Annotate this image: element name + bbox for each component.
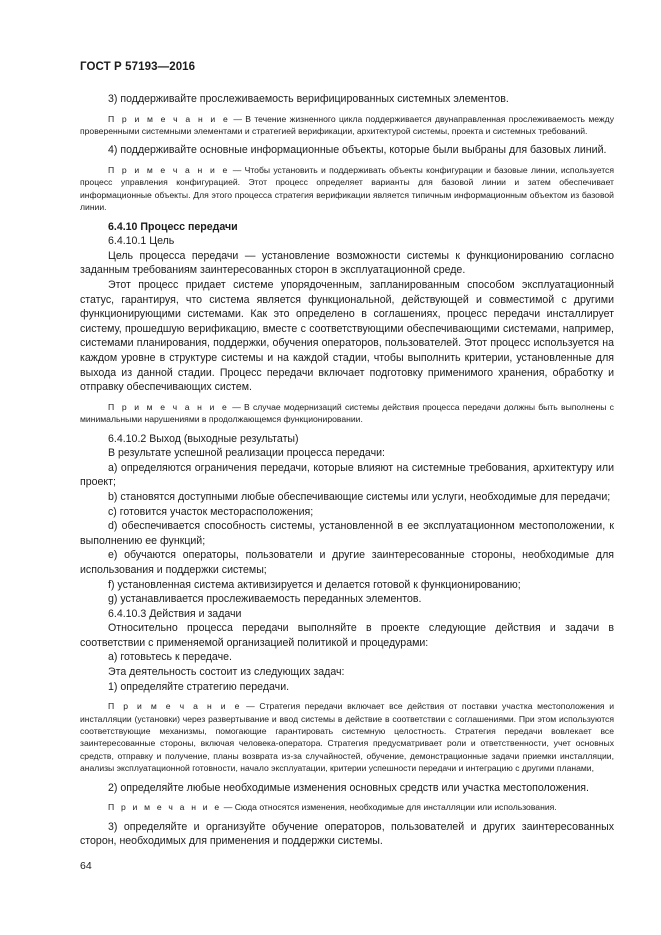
- note-paragraph: [80, 164, 614, 214]
- note-text: — В течение жизненного цикла поддерживается двунаправленная прослеживаемость между проверенными системными элементами и стратегией верификации, архитектурой системы, проекта и системных требований.: [80, 113, 614, 136]
- note-text: — Сюда относятся изменения, необходимые для инсталляции или использования.: [221, 802, 557, 813]
- paragraph: e) обучаются операторы, пользователи и другие заинтересованные стороны, необходимые для использования и поддержки системы;: [80, 549, 614, 576]
- note-label: П р и м е ч а н и е: [108, 701, 242, 712]
- note-text: — Стратегия передачи включает все действия от поставки участка местоположения и инсталляции (установки) через развертывание и ввод системы в действие в соответствии с соглашениями. При этом используются соответствующие механизмы, помогающие гарантировать системную целостность. Стратегия передачи вовлекает все заинтересованные стороны, включая человека-оператора. Стратегия предусматривает роли и ответственности, учет основных средств, отправку и получение, планы возврата из-за случайностей, обучение, демонстрационные задачи приемки инсталляции, анализы эксплуатационной готовности, начало эксплуатации, критерии успешности передачи и интеграцию с другими планами,: [80, 701, 614, 774]
- paragraph: c) готовится участок месторасположения;: [108, 505, 314, 518]
- paragraph: Этот процесс придает системе упорядоченным, запланированным способом эксплуатационный статус, гарантируя, что система является функциональной, действующей и совместимой с другими функционирующими системами. Как это определено в соглашениях, процесс передачи инсталлирует систему, прошедшую верификацию, вместе с соответствующими обеспечивающими системами, например, системами планирования, поддержки, обучения операторов, пользователей. Этот процесс используется на каждом уровне в структуре системы и на каждой стадии, чтобы выполнить критерии, установленные для выхода из данной стадии. Процесс передачи включает подготовку применимого хранения, обработку и отправку обеспечивающих систем.: [80, 279, 614, 394]
- page-number: 64: [80, 860, 92, 872]
- note-paragraph: [80, 401, 614, 426]
- paragraph: 1) определяйте стратегию передачи.: [108, 680, 290, 693]
- note-label: П р и м е ч а н и е: [108, 113, 230, 124]
- note-label: П р и м е ч а н и е: [108, 802, 222, 813]
- paragraph: d) обеспечивается способность системы, установленной в ее эксплуатационном местоположении, к выполнению ее функций;: [80, 520, 614, 547]
- section-heading: 6.4.10 Процесс передачи: [108, 220, 238, 233]
- paragraph: В результате успешной реализации процесса передачи:: [108, 447, 385, 460]
- note-paragraph: [80, 700, 614, 774]
- document-header: ГОСТ Р 57193—2016: [80, 61, 196, 73]
- note-label: П р и м е ч а н и е: [108, 401, 229, 412]
- paragraph: a) определяются ограничения передачи, которые влияют на системные требования, архитектуру или проект;: [80, 461, 614, 489]
- paragraph: 4) поддерживайте основные информационные объекты, которые были выбраны для базовых линий.: [108, 144, 607, 157]
- note-paragraph: [80, 113, 614, 138]
- paragraph: a) готовьтесь к передаче.: [108, 651, 232, 664]
- note-text: — Чтобы установить и поддерживать объекты конфигурации и базовые линии, используется процесс управления конфигурацией. Этот процесс определяет варианты для базовой линии и затем обеспечивает информационные объекты. Для этого процесса стратегия верификации является типичным информационным объектом из базовой линии.: [80, 165, 614, 213]
- paragraph: 6.4.10.1 Цель: [108, 235, 175, 248]
- note-label: П р и м е ч а н и е: [108, 165, 230, 175]
- document-body: [80, 92, 614, 849]
- paragraph: Цель процесса передачи — установление возможности системы к функционированию согласно заданным требованиям заинтересованных сторон в эксплуатационной среде.: [80, 249, 614, 277]
- paragraph: 3) поддерживайте прослеживаемость верифицированных системных элементов.: [108, 93, 509, 105]
- paragraph: f) установленная система активизируется и делается готовой к функционированию;: [108, 578, 521, 591]
- paragraph: g) устанавливается прослеживаемость переданных элементов.: [108, 593, 422, 606]
- paragraph: 6.4.10.3 Действия и задачи: [108, 607, 242, 620]
- paragraph: 6.4.10.2 Выход (выходные результаты): [108, 432, 299, 445]
- paragraph: Эта деятельность состоит из следующих задач:: [108, 666, 345, 679]
- paragraph: b) становятся доступными любые обеспечивающие системы или услуги, необходимые для передачи;: [108, 490, 611, 503]
- paragraph: 3) определяйте и организуйте обучение операторов, пользователей и других заинтересованных сторон, необходимых для применения и поддержки системы.: [80, 820, 614, 848]
- note-paragraph: [80, 801, 614, 813]
- paragraph: 2) определяйте любые необходимые изменения основных средств или участка местоположения.: [108, 781, 589, 794]
- paragraph: Относительно процесса передачи выполняйте в проекте следующие действия и задачи в соответствии с применяемой организацией политикой и процедурами:: [80, 622, 614, 649]
- note-text: — В случае модернизаций системы действия процесса передачи должны быть выполнены с минимальными нарушениями в продолжающемся функционировании.: [80, 401, 614, 425]
